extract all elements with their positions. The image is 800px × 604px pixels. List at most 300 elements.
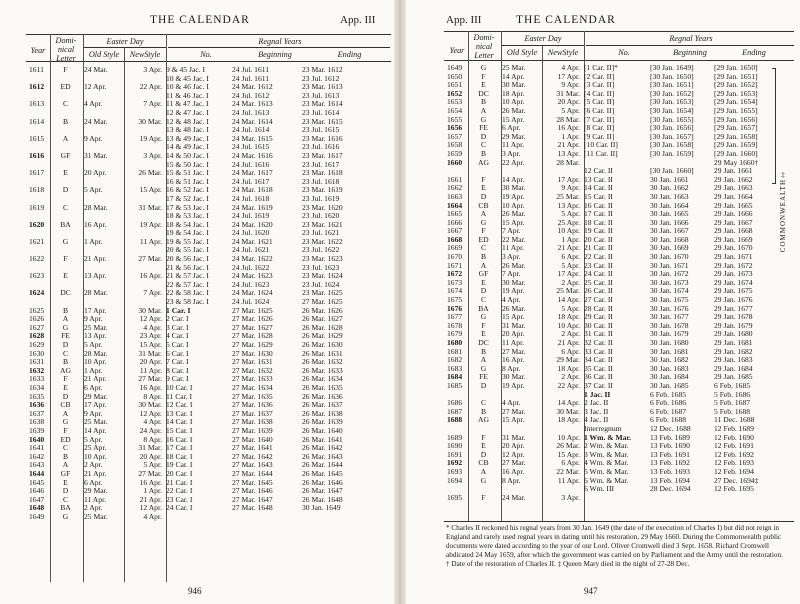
- cell-easter-new-style: 25 Mar.: [556, 286, 580, 296]
- cell-easter-old-style: 25 Mar.: [84, 322, 108, 332]
- cell-regnal-number: 9 & 45 Jac. I: [166, 65, 206, 74]
- cell-regnal-ending: 23 Jul. 1616: [302, 142, 340, 152]
- cell-regnal-ending: 26 Mar. 1645: [302, 468, 343, 478]
- cell-easter-old-style: 24 Mar.: [502, 492, 526, 502]
- cell-regnal-beginning: 27 Mar. 1635: [232, 391, 273, 401]
- cell-easter-old-style: 27 Mar.: [502, 458, 526, 468]
- cell-easter-old-style: 21 Apr.: [84, 468, 107, 478]
- cell-dominical-letter: B: [62, 451, 69, 461]
- cell-dominical-letter: C: [480, 243, 487, 253]
- cell-regnal-beginning: 13 Feb. 1693: [650, 466, 690, 476]
- cell-dominical-letter: AG: [60, 365, 71, 375]
- cell-easter-new-style: 27 Mar.: [138, 254, 162, 264]
- cell-regnal-number: 2 Car. I: [166, 314, 189, 324]
- cell-easter-new-style: 25 Mar.: [556, 191, 580, 201]
- cell-easter-new-style: 13 Apr.: [557, 148, 580, 158]
- cell-dominical-letter: E: [63, 168, 68, 178]
- cell-easter-old-style: 11 Apr.: [502, 338, 525, 347]
- cell-regnal-number: 22 & 58 Jac. I: [166, 288, 209, 298]
- cell-easter-new-style: 5 Apr.: [561, 209, 580, 219]
- cell-dominical-letter: GF: [478, 269, 489, 279]
- table-row: [27, 504, 370, 513]
- right-header-no: No.: [618, 48, 630, 57]
- right-calendar-table: [445, 64, 776, 502]
- cell-dominical-letter: D: [62, 391, 69, 401]
- cell-year: 1679: [447, 329, 463, 339]
- cell-dominical-letter: D: [480, 380, 487, 390]
- cell-dominical-letter: C: [480, 295, 487, 305]
- cell-easter-new-style: 28 Mar.: [556, 157, 580, 167]
- cell-regnal-ending: 23 Mar. 1623: [302, 254, 343, 264]
- cell-easter-old-style: 30 Mar.: [502, 183, 526, 193]
- cell-year: 1629: [29, 340, 45, 349]
- cell-dominical-letter: DC: [60, 288, 71, 298]
- cell-year: 1688: [447, 415, 463, 425]
- cell-regnal-number: 34 Car. II: [584, 355, 613, 365]
- cell-easter-new-style: 5 Apr.: [561, 105, 580, 115]
- cell-easter-old-style: 20 Apr.: [502, 441, 525, 451]
- cell-easter-new-style: 26 Mar.: [556, 441, 580, 451]
- cell-regnal-number: 23 Car. II: [584, 260, 613, 270]
- cell-year: 1613: [29, 99, 45, 109]
- cell-regnal-number: 2 Jac. II: [584, 398, 609, 408]
- cell-regnal-number: 22 Car. II: [584, 252, 613, 262]
- cell-year: 1645: [29, 477, 45, 487]
- cell-easter-old-style: 9 Apr.: [84, 133, 103, 143]
- cell-regnal-beginning: 30 Jan. 1662: [650, 183, 689, 193]
- cell-easter-new-style: 22 Apr.: [139, 82, 162, 92]
- cell-dominical-letter: G: [480, 114, 487, 124]
- cell-regnal-ending: 29 Jan. 1678: [714, 312, 753, 322]
- cell-regnal-ending: 29 Jan. 1668: [714, 226, 753, 236]
- cell-year: 1644: [29, 468, 45, 478]
- cell-regnal-ending: 29 Jan. 1685: [714, 372, 753, 382]
- cell-regnal-beginning: 24 Jul. 1620: [232, 228, 270, 238]
- cell-easter-old-style: 20 Apr.: [84, 168, 107, 178]
- cell-dominical-letter: C: [480, 398, 487, 408]
- cell-regnal-number: [8 Car. II]: [584, 123, 615, 133]
- right-header-new-style: NewStyle: [547, 48, 579, 57]
- cell-regnal-beginning: 24 Jul. 1611: [232, 65, 270, 74]
- cell-dominical-letter: G: [480, 312, 487, 322]
- cell-easter-new-style: 15 Apr.: [139, 340, 162, 349]
- left-page: [0, 0, 394, 604]
- cell-dominical-letter: B: [62, 116, 69, 126]
- cell-dominical-letter: F: [481, 71, 486, 81]
- cell-dominical-letter: A: [480, 105, 487, 115]
- cell-year: 1643: [29, 460, 45, 470]
- cell-regnal-ending: 6 Feb. 1685: [714, 380, 751, 390]
- cell-regnal-beginning: 30 Jan. 1676: [650, 303, 689, 313]
- cell-easter-old-style: 7 Apr.: [502, 269, 521, 279]
- cell-easter-new-style: 26 Mar.: [138, 168, 162, 178]
- cell-year: 1639: [29, 425, 45, 435]
- cell-regnal-beginning: [30 Jan. 1652]: [650, 88, 694, 98]
- cell-regnal-beginning: 30 Jan. 1672: [650, 269, 689, 279]
- cell-regnal-beginning: 27 Mar. 1632: [232, 365, 273, 375]
- cell-year: 1674: [447, 286, 463, 296]
- cell-regnal-number: [11 Car. II]: [584, 148, 618, 158]
- cell-regnal-number: 14 & 49 Jac. I: [166, 142, 209, 152]
- cell-easter-old-style: 10 Apr.: [84, 451, 107, 461]
- cell-year: 1619: [29, 202, 45, 212]
- cell-dominical-letter: E: [481, 183, 486, 193]
- cell-regnal-beginning: 13 Feb. 1690: [650, 441, 690, 451]
- cell-dominical-letter: G: [62, 236, 69, 246]
- cell-dominical-letter: E: [481, 80, 486, 90]
- cell-regnal-number: 3 Jac. II: [584, 406, 609, 416]
- cell-regnal-number: [7 Car. II]: [584, 114, 615, 124]
- cell-easter-old-style: 10 Apr.: [502, 97, 525, 107]
- cell-regnal-number: 22 & 57 Jac. I: [166, 279, 209, 289]
- cell-year: 1614: [29, 116, 45, 126]
- cell-regnal-beginning: 27 Mar. 1648: [232, 503, 273, 513]
- cell-easter-old-style: 28 Mar.: [84, 348, 108, 358]
- cell-year: 1658: [447, 140, 463, 150]
- cell-easter-new-style: 8 Apr.: [143, 391, 162, 401]
- cell-regnal-ending: [712, 494, 776, 503]
- cell-regnal-number: 21 & 56 Jac. I: [166, 262, 209, 272]
- cell-year: 1624: [29, 288, 45, 298]
- cell-regnal-beginning: 27 Mar. 1641: [232, 443, 273, 453]
- cell-dominical-letter: C: [62, 443, 69, 453]
- cell-regnal-beginning: 27 Mar. 1631: [232, 357, 273, 367]
- cell-year: 1638: [29, 417, 45, 427]
- cell-easter-new-style: 22 Mar.: [556, 466, 580, 476]
- cell-year: 1623: [29, 271, 45, 281]
- cell-regnal-beginning: 30 Jan. 1680: [650, 338, 689, 347]
- cell-regnal-ending: 26 Mar. 1628: [302, 322, 343, 332]
- cell-regnal-ending: 5 Feb. 1688: [714, 406, 751, 416]
- cell-year: 1669: [447, 243, 463, 253]
- cell-dominical-letter: AG: [478, 157, 489, 167]
- left-header-old-style: Old Style: [88, 50, 120, 59]
- cell-easter-old-style: 11 Apr.: [502, 140, 525, 150]
- cell-dominical-letter: F: [63, 425, 68, 435]
- cell-regnal-beginning: 24 Jul. 1614: [232, 125, 270, 135]
- cell-easter-old-style: 6 Apr.: [502, 123, 521, 133]
- cell-regnal-ending: [29 Jan. 1651]: [714, 71, 758, 81]
- cell-easter-new-style: 17 Apr.: [557, 71, 580, 81]
- cell-easter-old-style: 10 Apr.: [84, 357, 107, 367]
- left-header-new-style: NewStyle: [129, 50, 161, 59]
- commonwealth-brace: [772, 68, 776, 184]
- cell-regnal-number: 5 Wm. & Mar.: [584, 466, 629, 476]
- cell-regnal-beginning: 24 Jul. 1613: [232, 107, 270, 117]
- cell-regnal-number: 6 Wm. III: [584, 484, 615, 494]
- cell-easter-new-style: 15 Apr.: [139, 185, 162, 195]
- cell-regnal-beginning: 27 Mar. 1637: [232, 408, 273, 418]
- right-regnal-rule: [586, 45, 794, 46]
- cell-year: 1649: [447, 63, 463, 72]
- cell-easter-new-style: 29 Mar.: [556, 355, 580, 365]
- cell-year: 1664: [447, 200, 463, 210]
- cell-regnal-ending: 23 Jul. 1617: [302, 159, 340, 169]
- cell-easter-old-style: 4 Apr.: [502, 398, 521, 408]
- cell-regnal-number: 31 Car. II: [584, 329, 613, 339]
- cell-dominical-letter: B: [62, 357, 69, 367]
- cell-easter-old-style: 22 Mar.: [502, 234, 526, 244]
- cell-year: 1685: [447, 380, 463, 390]
- cell-regnal-beginning: 27 Mar. 1638: [232, 417, 273, 427]
- cell-easter-new-style: 9 Apr.: [561, 80, 580, 90]
- cell-regnal-ending: 26 Mar. 1632: [302, 357, 343, 367]
- cell-regnal-beginning: 24 Jul. 1616: [232, 159, 270, 169]
- cell-regnal-number: 18 Car. II: [584, 217, 613, 227]
- cell-easter-old-style: 10 Apr.: [502, 200, 525, 210]
- cell-easter-new-style: 18 Apr.: [557, 363, 580, 373]
- cell-easter-old-style: 30 Mar.: [502, 277, 526, 287]
- left-page-title: THE CALENDAR: [150, 14, 250, 26]
- cell-easter-new-style: 21 Apr.: [557, 338, 580, 347]
- cell-easter-old-style: 30 Mar.: [502, 372, 526, 382]
- cell-year: 1651: [447, 80, 463, 90]
- cell-regnal-beginning: [30 Jan. 1649]: [650, 63, 694, 72]
- cell-easter-new-style: 10 Apr.: [557, 226, 580, 236]
- cell-easter-old-style: 16 Apr.: [502, 466, 525, 476]
- cell-year: 1626: [29, 314, 45, 324]
- cell-regnal-beginning: 24 Jul. 1611: [232, 73, 270, 83]
- cell-year: 1678: [447, 320, 463, 330]
- cell-dominical-letter: B: [62, 305, 69, 315]
- cell-easter-new-style: 1 Apr.: [561, 234, 580, 244]
- cell-dominical-letter: F: [63, 254, 68, 264]
- cell-easter-old-style: 1 Apr.: [84, 236, 103, 246]
- cell-dominical-letter: BA: [60, 503, 71, 513]
- right-page-number: 947: [584, 586, 598, 596]
- cell-regnal-ending: 26 Mar. 1627: [302, 314, 343, 324]
- cell-year: 1650: [447, 71, 463, 81]
- cell-easter-old-style: 13 Apr.: [84, 331, 107, 341]
- cell-dominical-letter: A: [480, 209, 487, 219]
- cell-easter-new-style: 3 Apr.: [143, 150, 162, 160]
- cell-regnal-beginning: 30 Jan. 1663: [650, 191, 689, 201]
- cell-regnal-beginning: 27 Mar. 1625: [232, 305, 273, 315]
- cell-regnal-number: 33 Car. II: [584, 346, 613, 356]
- cell-year: 1646: [29, 486, 45, 496]
- cell-regnal-number: 16 Car. II: [584, 200, 613, 210]
- cell-regnal-beginning: [30 Jan. 1653]: [650, 97, 694, 107]
- cell-regnal-ending: 23 Mar. 1621: [302, 219, 343, 229]
- cell-regnal-ending: 23 Mar. 1612: [302, 65, 343, 74]
- cell-regnal-beginning: 30 Jan. 1679: [650, 329, 689, 339]
- cell-dominical-letter: B: [480, 252, 487, 262]
- cell-dominical-letter: A: [62, 460, 69, 470]
- cell-regnal-beginning: 27 Mar. 1628: [232, 331, 273, 341]
- cell-year: 1617: [29, 168, 45, 178]
- cell-dominical-letter: DC: [478, 338, 489, 347]
- cell-regnal-ending: 23 Mar. 1618: [302, 168, 343, 178]
- cell-regnal-ending: 29 Jan. 1680: [714, 329, 753, 339]
- cell-regnal-number: 21 Car. II: [584, 243, 613, 253]
- cell-regnal-ending: 29 Jan. 1670: [714, 243, 753, 253]
- cell-regnal-beginning: 27 Mar. 1633: [232, 374, 273, 384]
- cell-easter-new-style: 11 Apr.: [139, 365, 162, 375]
- cell-year: 1616: [29, 150, 45, 160]
- cell-regnal-number: 4 Car. I: [166, 331, 189, 341]
- cell-dominical-letter: G: [480, 217, 487, 227]
- cell-regnal-ending: 29 Jan. 1672: [714, 260, 753, 270]
- cell-easter-new-style: 13 Apr.: [557, 200, 580, 210]
- cell-easter-new-style: 31 Mar.: [138, 443, 162, 453]
- cell-easter-old-style: 18 Apr.: [502, 88, 525, 98]
- cell-dominical-letter: C: [480, 140, 487, 150]
- cell-regnal-beginning: 30 Jan. 1677: [650, 312, 689, 322]
- cell-regnal-ending: 12 Feb. 1694: [714, 466, 754, 476]
- cell-regnal-beginning: 28 Dec. 1694: [650, 484, 691, 494]
- cell-year: 1694: [447, 475, 463, 485]
- cell-easter-new-style: 14 Apr.: [557, 398, 580, 408]
- cell-year: 1695: [447, 492, 463, 502]
- left-header-beginning: Beginning: [258, 50, 292, 59]
- cell-year: 1636: [29, 400, 45, 410]
- cell-year: 1642: [29, 451, 45, 461]
- cell-easter-new-style: 30 Mar.: [556, 406, 580, 416]
- cell-easter-new-style: 6 Apr.: [561, 458, 580, 468]
- cell-dominical-letter: F: [481, 432, 486, 442]
- cell-regnal-ending: 27 Mar. 1625: [302, 297, 343, 307]
- cell-regnal-ending: 29 Jan. 1674: [714, 277, 753, 287]
- cell-regnal-number: 15 Car. I: [166, 425, 193, 435]
- cell-easter-old-style: 31 Mar.: [84, 150, 108, 160]
- cell-regnal-beginning: 30 Jan. 1673: [650, 277, 689, 287]
- cell-year: 1627: [29, 322, 45, 332]
- cell-easter-old-style: 14 Apr.: [502, 71, 525, 81]
- cell-regnal-ending: 23 Mar. 1615: [302, 116, 343, 126]
- book-gutter: [394, 0, 406, 604]
- cell-regnal-beginning: 27 Mar. 1643: [232, 460, 273, 470]
- cell-dominical-letter: D: [480, 449, 487, 459]
- cell-regnal-beginning: 24 Mar. 1622: [232, 254, 273, 264]
- cell-regnal-beginning: 24 Jul. 1618: [232, 193, 270, 203]
- cell-regnal-beginning: 30 Jan. 1665: [650, 209, 689, 219]
- cell-dominical-letter: G: [62, 417, 69, 427]
- cell-regnal-number: 3 Wm. & Mar.: [584, 449, 629, 459]
- cell-regnal-number: 15 & 51 Jac. I: [166, 168, 209, 178]
- cell-regnal-beginning: 24 Mar. 1621: [232, 236, 273, 246]
- cell-regnal-number: [1 Car. II]*: [584, 63, 618, 72]
- cell-regnal-number: 24 Car. II: [584, 269, 613, 279]
- cell-regnal-beginning: 27 Mar. 1646: [232, 486, 273, 496]
- cell-easter-old-style: 17 Apr.: [84, 305, 107, 315]
- cell-year: 1666: [447, 217, 463, 227]
- cell-regnal-beginning: 24 Mar. 1615: [232, 133, 273, 143]
- cell-regnal-ending: 26 Mar. 1647: [302, 486, 343, 496]
- cell-dominical-letter: G: [480, 63, 487, 72]
- cell-year: 1637: [29, 408, 45, 418]
- cell-regnal-number: 13 Car. I: [166, 408, 193, 418]
- cell-dominical-letter: D: [480, 191, 487, 201]
- cell-regnal-number: 12 & 47 Jac. I: [166, 107, 209, 117]
- cell-regnal-beginning: 30 Jan. 1682: [650, 355, 689, 365]
- cell-dominical-letter: DC: [478, 88, 489, 98]
- cell-easter-old-style: 15 Apr.: [502, 114, 525, 124]
- cell-regnal-ending: 23 Mar. 1619: [302, 185, 343, 195]
- cell-regnal-number: 18 & 53 Jac. I: [166, 211, 209, 221]
- cell-regnal-beginning: 24 Mar. 1612: [232, 82, 273, 92]
- cell-easter-new-style: 9 Apr.: [561, 183, 580, 193]
- cell-easter-new-style: 4 Apr.: [143, 322, 162, 332]
- cell-dominical-letter: B: [480, 97, 487, 107]
- cell-dominical-letter: D: [62, 185, 69, 195]
- cell-regnal-beginning: 30 Jan. 1670: [650, 252, 689, 262]
- cell-regnal-number: 19 Car. II: [584, 226, 613, 236]
- cell-year: 1631: [29, 357, 45, 367]
- cell-regnal-ending: 23 Jul. 1618: [302, 176, 340, 186]
- cell-dominical-letter: D: [62, 340, 69, 349]
- cell-regnal-number: 23 Car. I: [166, 494, 193, 504]
- cell-easter-new-style: 19 Apr.: [139, 133, 162, 143]
- cell-easter-new-style: 25 Apr.: [557, 217, 580, 227]
- cell-regnal-number: 27 Car. II: [584, 295, 613, 305]
- cell-regnal-number: 19 & 55 Jac. I: [166, 236, 209, 246]
- cell-easter-old-style: 14 Apr.: [84, 425, 107, 435]
- cell-easter-new-style: 21 Apr.: [557, 140, 580, 150]
- cell-dominical-letter: ED: [60, 82, 71, 92]
- cell-easter-old-style: 16 Apr.: [502, 355, 525, 365]
- cell-easter-new-style: 6 Apr.: [561, 252, 580, 262]
- cell-regnal-number: [2 Car. II]: [584, 71, 615, 81]
- cell-regnal-beginning: [30 Jan. 1654]: [650, 105, 694, 115]
- cell-regnal-beginning: [30 Jan. 1660]: [650, 166, 694, 176]
- cell-regnal-beginning: 27 Mar. 1640: [232, 434, 273, 444]
- cell-regnal-ending: 23 Jul. 1612: [302, 73, 340, 83]
- cell-regnal-ending: 30 Jan. 1649: [302, 503, 341, 513]
- right-page: [406, 0, 800, 604]
- table-row: [27, 513, 370, 522]
- left-top-rule: [26, 34, 391, 35]
- cell-easter-new-style: 28 Mar.: [556, 114, 580, 124]
- cell-easter-old-style: 19 Apr.: [502, 286, 525, 296]
- cell-dominical-letter: C: [62, 99, 69, 109]
- cell-year: 1625: [29, 305, 45, 315]
- cell-regnal-beginning: 27 Mar. 1626: [232, 314, 273, 324]
- cell-regnal-number: 17 & 52 Jac. I: [166, 193, 209, 203]
- cell-regnal-ending: 29 Jan. 1673: [714, 269, 753, 279]
- cell-dominical-letter: F: [481, 320, 486, 330]
- cell-regnal-ending: 29 Jan. 1684: [714, 363, 753, 373]
- cell-regnal-ending: 26 Mar. 1637: [302, 400, 343, 410]
- cell-dominical-letter: BA: [478, 303, 489, 313]
- cell-regnal-ending: 29 Jan. 1676: [714, 295, 753, 305]
- cell-easter-new-style: 19 Apr.: [139, 219, 162, 229]
- cell-dominical-letter: A: [62, 408, 69, 418]
- cell-year: 1640: [29, 434, 45, 444]
- cell-easter-new-style: 10 Apr.: [557, 320, 580, 330]
- cell-regnal-ending: 23 Mar. 1624: [302, 271, 343, 281]
- cell-easter-new-style: 2 Apr.: [561, 329, 580, 339]
- cell-regnal-beginning: 30 Jan. 1668: [650, 234, 689, 244]
- cell-easter-old-style: 26 Mar.: [502, 303, 526, 313]
- cell-year: 1621: [29, 236, 45, 246]
- table-row: [445, 494, 776, 503]
- cell-easter-new-style: 27 Mar.: [138, 468, 162, 478]
- cell-regnal-beginning: 24 Jul. 1617: [232, 176, 270, 186]
- cell-year: 1668: [447, 234, 463, 244]
- cell-regnal-number: 11 & 47 Jac. I: [166, 99, 209, 109]
- cell-year: 1659: [447, 148, 463, 158]
- cell-year: 1647: [29, 494, 45, 504]
- cell-regnal-ending: 29 Jan. 1666: [714, 209, 753, 219]
- cell-regnal-ending: 23 Jul. 1621: [302, 228, 340, 238]
- cell-regnal-beginning: 12 Dec. 1688: [650, 423, 691, 433]
- cell-easter-old-style: 24 Mar.: [84, 116, 108, 126]
- cell-regnal-ending: 26 Mar. 1633: [302, 365, 343, 375]
- cell-year: 1681: [447, 346, 463, 356]
- cell-easter-old-style: 26 Mar.: [502, 260, 526, 270]
- cell-regnal-beginning: 24 Jul. 1623: [232, 279, 270, 289]
- cell-easter-old-style: 6 Apr.: [84, 477, 103, 487]
